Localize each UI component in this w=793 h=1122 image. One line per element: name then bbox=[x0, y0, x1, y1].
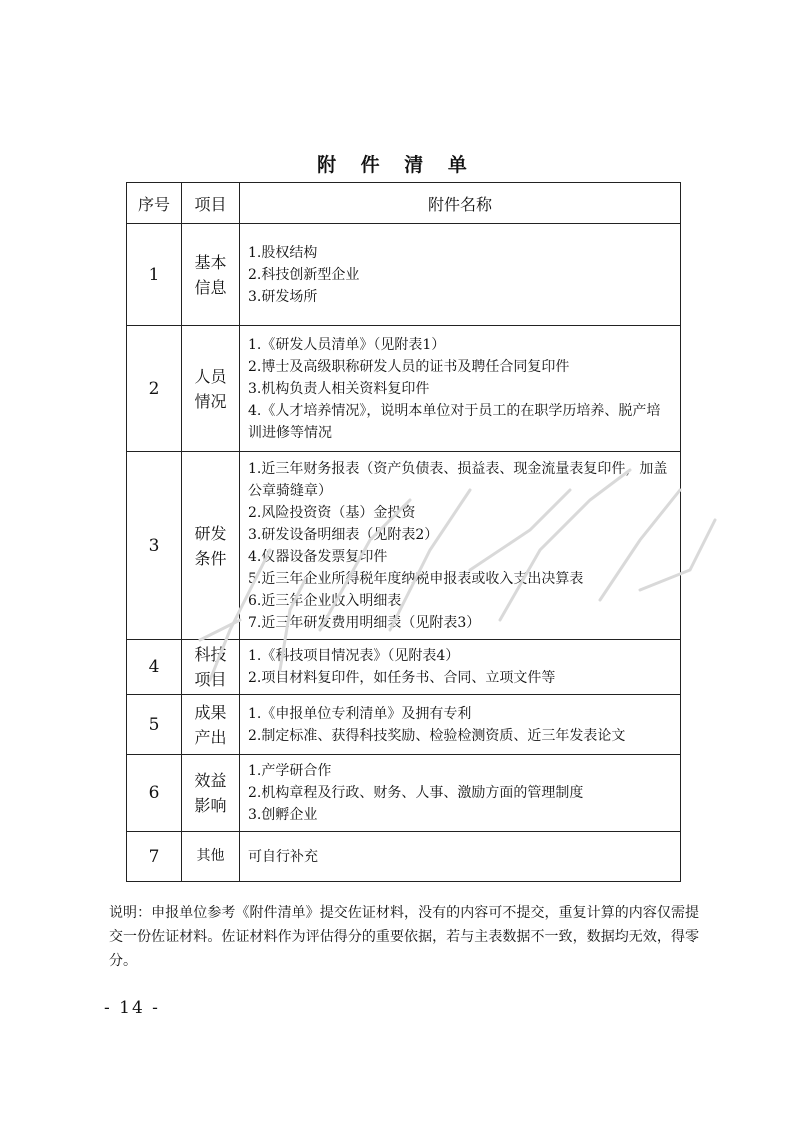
category-line: 基本 bbox=[194, 252, 227, 272]
attachment-item: 3.研发设备明细表（见附表2） bbox=[248, 526, 439, 543]
page-title: 附 件 清 单 bbox=[317, 154, 476, 176]
row-category bbox=[182, 832, 240, 882]
row-number: 3 bbox=[127, 452, 182, 640]
category-line: 条件 bbox=[194, 548, 227, 568]
attachment-item: 4.仪器设备发票复印件 bbox=[248, 548, 388, 565]
category-line: 成果 bbox=[194, 702, 227, 722]
attachment-item: 2.制定标准、获得科技奖励、检验检测资质、近三年发表论文 bbox=[248, 727, 626, 744]
row-category bbox=[182, 224, 240, 326]
attachment-item: 1.产学研合作 bbox=[248, 763, 332, 779]
row-category bbox=[182, 326, 240, 452]
attachment-item: 1.《申报单位专利清单》及拥有专利 bbox=[248, 705, 472, 722]
category-line: 科技 bbox=[194, 645, 227, 664]
attachment-item: 3.创孵企业 bbox=[248, 807, 318, 823]
category-line: 研发 bbox=[194, 523, 227, 543]
attachment-item: 1.近三年财务报表（资产负债表、损益表、现金流量表复印件，加盖公章骑缝章） bbox=[248, 460, 668, 499]
explanation-note: 说明：申报单位参考《附件清单》提交佐证材料，没有的内容可不提交，重复计算的内容仅需提交一份佐证材料。佐证材料作为评估得分的重要依据，若与主表数据不一致，数据均无效，得零分。 bbox=[109, 905, 699, 969]
category-line: 人员 bbox=[194, 366, 227, 386]
row-attachments bbox=[240, 326, 681, 452]
row-category bbox=[182, 695, 240, 755]
table-row bbox=[127, 695, 681, 755]
attachment-table bbox=[126, 182, 681, 882]
category-line: 效益 bbox=[194, 771, 227, 790]
attachment-item: 1.股权结构 bbox=[248, 244, 318, 261]
row-attachments bbox=[240, 452, 681, 640]
category-line: 情况 bbox=[194, 391, 227, 411]
row-number: 5 bbox=[127, 695, 182, 755]
attachment-item: 6.近三年企业收入明细表 bbox=[248, 592, 402, 609]
row-category bbox=[182, 755, 240, 832]
row-attachments bbox=[240, 832, 681, 882]
attachment-item: 7.近三年研发费用明细表（见附表3） bbox=[248, 614, 481, 631]
attachment-item: 3.研发场所 bbox=[248, 288, 318, 305]
header-seq: 序号 bbox=[127, 183, 182, 224]
table-header-row bbox=[127, 183, 681, 224]
row-attachments bbox=[240, 755, 681, 832]
attachment-item: 2.项目材料复印件，如任务书、合同、立项文件等 bbox=[248, 670, 556, 686]
table-row bbox=[127, 832, 681, 882]
row-category bbox=[182, 640, 240, 695]
page-number: - 14 - bbox=[104, 998, 160, 1018]
table-row bbox=[127, 224, 681, 326]
attachment-item: 2.风险投资资（基）金投资 bbox=[248, 504, 416, 521]
table-row bbox=[127, 640, 681, 695]
attachment-item: 2.博士及高级职称研发人员的证书及聘任合同复印件 bbox=[248, 358, 570, 375]
attachment-item: 2.科技创新型企业 bbox=[248, 266, 360, 283]
attachment-item: 5.近三年企业所得税年度纳税申报表或收入支出决算表 bbox=[248, 570, 584, 587]
attachment-item: 1.《科技项目情况表》（见附表4） bbox=[248, 648, 460, 664]
category-line: 项目 bbox=[194, 670, 227, 689]
row-number: 7 bbox=[127, 832, 182, 882]
category-line: 产出 bbox=[194, 727, 227, 747]
row-number: 4 bbox=[127, 640, 182, 695]
attachment-item: 可自行补充 bbox=[248, 848, 318, 865]
header-attachment: 附件名称 bbox=[240, 183, 681, 224]
row-attachments bbox=[240, 695, 681, 755]
row-attachments bbox=[240, 640, 681, 695]
table-row bbox=[127, 452, 681, 640]
category-line: 信息 bbox=[194, 277, 227, 297]
table-row bbox=[127, 755, 681, 832]
row-number: 2 bbox=[127, 326, 182, 452]
category-line: 其他 bbox=[196, 848, 225, 864]
attachment-item: 4.《人才培养情况》，说明本单位对于员工的在职学历培养、脱产培训进修等情况 bbox=[248, 402, 661, 441]
attachment-item: 3.机构负责人相关资料复印件 bbox=[248, 380, 430, 397]
header-category: 项目 bbox=[182, 183, 240, 224]
category-line: 影响 bbox=[194, 796, 227, 815]
table-row bbox=[127, 326, 681, 452]
row-number: 1 bbox=[127, 224, 182, 326]
row-number: 6 bbox=[127, 755, 182, 832]
attachment-item: 2.机构章程及行政、财务、人事、激励方面的管理制度 bbox=[248, 785, 584, 801]
row-attachments bbox=[240, 224, 681, 326]
row-category bbox=[182, 452, 240, 640]
attachment-item: 1.《研发人员清单》（见附表1） bbox=[248, 336, 446, 353]
